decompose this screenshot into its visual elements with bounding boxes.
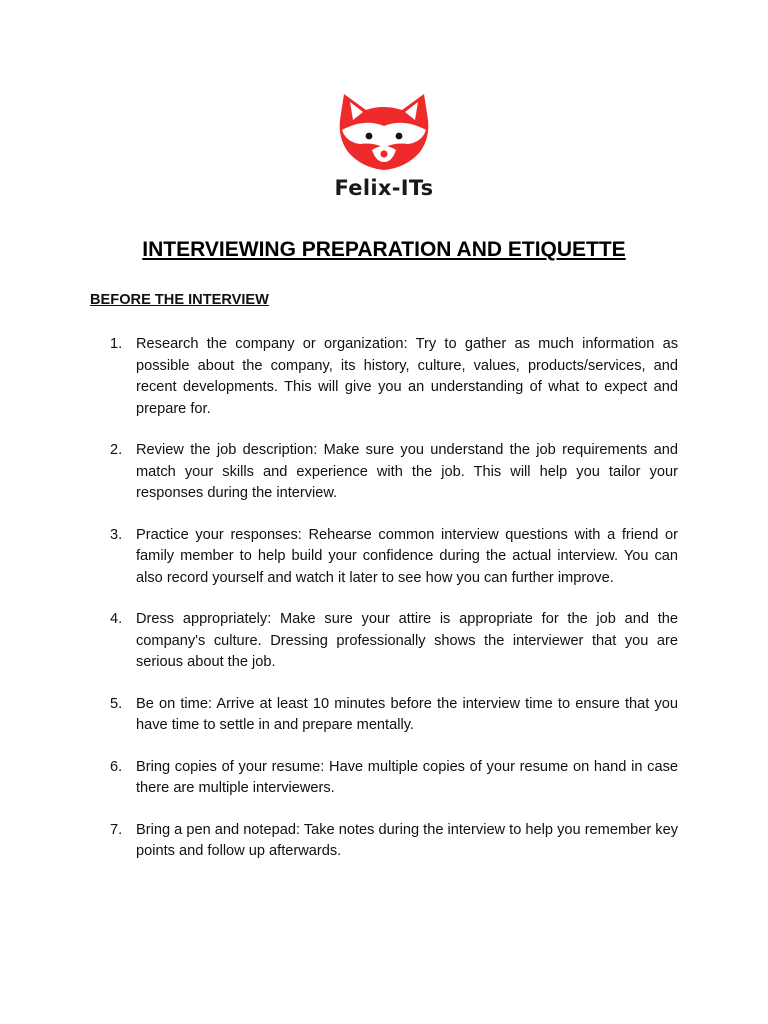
list-item (110, 820, 678, 863)
raccoon-logo-icon (336, 90, 432, 170)
list-item-text: Research the company or organization: Try to gather as much information as possible about the company, its history, culture, values, products/services, and recent developments. This will give you an understanding of what to expect and prepare for. (136, 336, 678, 417)
list-item-number: 3. (110, 526, 123, 543)
logo (0, 90, 768, 200)
list-item (110, 334, 678, 420)
list-item (110, 525, 678, 590)
list-item-number: 7. (110, 821, 123, 838)
list-item (110, 609, 678, 674)
tips-list (110, 334, 678, 883)
list-item-text: Practice your responses: Rehearse common interview questions with a friend or family member to help build your confidence during the actual interview. You can also record yourself and watch it later to see how you can further improve. (136, 526, 678, 586)
list-item-number: 5. (110, 695, 123, 712)
list-item-number: 6. (110, 758, 123, 775)
list-item-text: Bring copies of your resume: Have multiple copies of your resume on hand in case there are multiple interviewers. (136, 758, 678, 796)
section-heading: BEFORE THE INTERVIEW (90, 292, 269, 308)
list-item (110, 757, 678, 800)
list-item-number: 1. (110, 336, 123, 352)
list-item-text: Be on time: Arrive at least 10 minutes before the interview time to ensure that you have time to settle in and prepare mentally. (136, 695, 678, 733)
list-item-text: Bring a pen and notepad: Take notes during the interview to help you remember key points and follow up afterwards. (136, 821, 678, 859)
list-item-text: Dress appropriately: Make sure your attire is appropriate for the job and the company's culture. Dressing professionally shows the interviewer that you are serious about the job. (136, 611, 678, 670)
brand-name: Felix-ITs (334, 176, 434, 200)
list-item (110, 440, 678, 505)
list-item-number: 2. (110, 442, 123, 458)
list-item-number: 4. (110, 611, 123, 627)
list-item (110, 694, 678, 737)
list-item-text: Review the job description: Make sure you understand the job requirements and match your skills and experience with the job. This will help you tailor your responses during the interview. (136, 442, 678, 501)
page-title: INTERVIEWING PREPARATION AND ETIQUETTE (142, 238, 626, 261)
